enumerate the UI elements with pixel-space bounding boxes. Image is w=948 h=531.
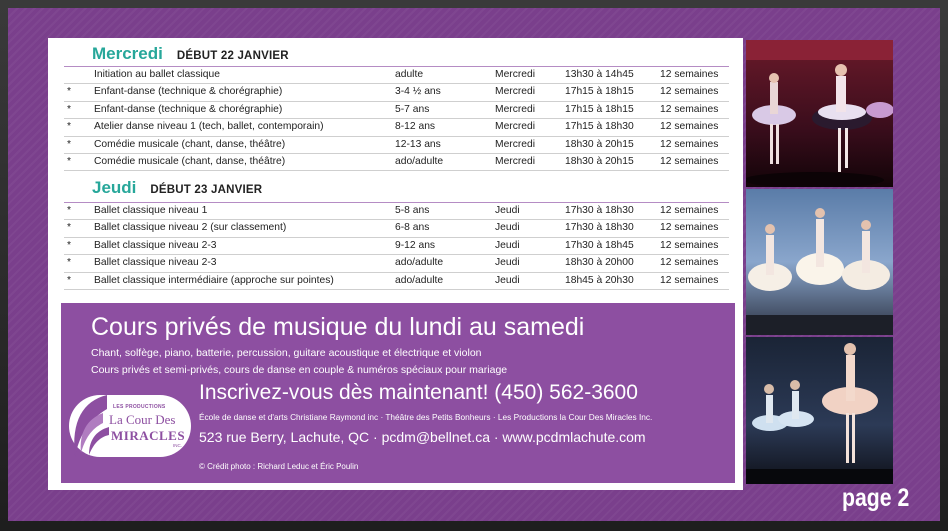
session-duration: 12 semaines [660,86,719,98]
course-name: Ballet classique niveau 1 [94,205,208,216]
course-row [64,119,729,136]
session-duration: 12 semaines [660,222,719,234]
session-duration: 12 semaines [660,103,719,115]
age-group: ado/adulte [395,257,444,269]
row-marker: * [67,239,72,251]
weekday: Jeudi [495,274,520,286]
row-marker: * [67,103,72,115]
row-marker: * [67,155,72,167]
course-row [64,202,729,220]
session-duration: 12 semaines [660,239,719,251]
class-hours: 18h30 à 20h15 [565,138,634,150]
course-row [64,255,729,272]
logo-small-text: LES PRODUCTIONS [113,404,166,410]
schedule-sheet [48,38,743,490]
course-row [64,238,729,255]
class-hours: 17h30 à 18h30 [565,222,634,234]
session-duration: 12 semaines [660,121,719,133]
course-name: Comédie musicale (chant, danse, théâtre) [94,155,286,167]
contact-line: 523 rue Berry, Lachute, QC · pcdm@bellnet.ca · www.pcdmlachute.com [199,429,646,445]
course-name: Ballet classique intermédiaire (approche sur pointes) [94,274,334,286]
course-name: Initiation au ballet classique [94,69,220,80]
wednesday-course-table [64,66,729,171]
age-group: 5-8 ans [395,205,430,216]
session-duration: 12 semaines [660,205,719,216]
course-name: Ballet classique niveau 2-3 [94,257,217,269]
weekday: Jeudi [495,239,520,251]
weekday: Jeudi [495,222,520,234]
ballet-photo-2 [746,189,893,335]
wings-icon [63,387,113,465]
class-hours: 17h15 à 18h15 [565,103,634,115]
row-marker: * [67,274,72,286]
age-group: ado/adulte [395,155,444,167]
age-group: 5-7 ans [395,103,430,115]
class-hours: 17h15 à 18h15 [565,86,634,98]
course-row [64,84,729,101]
weekday: Mercredi [495,86,536,98]
weekday: Jeudi [495,205,520,216]
weekday: Mercredi [495,103,536,115]
weekday: Mercredi [495,155,536,167]
class-hours: 17h30 à 18h30 [565,205,634,216]
organizations-line: École de danse et d'arts Christiane Raymond inc · Théâtre des Petits Bonheurs · Les Productions la Cour Des Miracles Inc. [199,412,653,422]
logo-line-1: La Cour Des [109,412,176,427]
age-group: 3-4 ½ ans [395,86,441,98]
class-hours: 18h45 à 20h30 [565,274,634,286]
class-hours: 17h15 à 18h30 [565,121,634,133]
session-duration: 12 semaines [660,155,719,167]
course-row [64,220,729,237]
ballet-photo-3 [746,337,893,484]
class-hours: 18h30 à 20h00 [565,257,634,269]
class-hours: 17h30 à 18h45 [565,239,634,251]
session-duration: 12 semaines [660,69,719,80]
promo-instruments: Chant, solfège, piano, batterie, percussion, guitare acoustique et électrique et violon [91,347,482,359]
weekday: Mercredi [495,69,536,80]
row-marker: * [67,86,72,98]
row-marker: * [67,138,72,150]
weekday: Mercredi [495,121,536,133]
age-group: adulte [395,69,424,80]
logo-inc: INC. [173,443,182,448]
row-marker: * [67,222,72,234]
photo-credit: © Crédit photo : Richard Leduc et Éric Poulin [199,462,359,471]
course-name: Ballet classique niveau 2-3 [94,239,217,251]
course-name: Enfant-danse (technique & chorégraphie) [94,103,283,115]
course-row [64,137,729,154]
promo-panel [61,303,735,483]
course-row [64,154,729,171]
row-marker: * [67,121,72,133]
age-group: 12-13 ans [395,138,441,150]
register-call-to-action: Inscrivez-vous dès maintenant! (450) 562-3600 [199,381,638,404]
class-hours: 13h30 à 14h45 [565,69,634,80]
wednesday-header [92,44,289,64]
ballet-photo-1 [746,40,893,187]
course-row [64,273,729,290]
course-name: Enfant-danse (technique & chorégraphie) [94,86,283,98]
wednesday-day-title: Mercredi [92,44,163,63]
age-group: 9-12 ans [395,239,436,251]
row-marker: * [67,257,72,269]
course-name: Comédie musicale (chant, danse, théâtre) [94,138,286,150]
page-number-label: page 2 [842,484,910,512]
promo-private-lessons: Cours privés et semi-privés, cours de danse en couple & numéros spéciaux pour mariage [91,364,508,376]
cour-des-miracles-logo [69,395,191,457]
age-group: 6-8 ans [395,222,430,234]
row-marker: * [67,205,72,216]
class-hours: 18h30 à 20h15 [565,155,634,167]
course-name: Ballet classique niveau 2 (sur classement) [94,222,287,234]
thursday-header [92,178,262,198]
thursday-day-title: Jeudi [92,178,137,197]
session-duration: 12 semaines [660,138,719,150]
weekday: Jeudi [495,257,520,269]
age-group: 8-12 ans [395,121,436,133]
thursday-start-date: DÉBUT 23 JANVIER [150,184,263,196]
course-row [64,102,729,119]
course-row [64,66,729,84]
course-name: Atelier danse niveau 1 (tech, ballet, contemporain) [94,121,324,133]
wednesday-start-date: DÉBUT 22 JANVIER [176,50,289,62]
logo-line-2: MIRACLES [111,428,186,443]
weekday: Mercredi [495,138,536,150]
thursday-course-table [64,202,729,290]
session-duration: 12 semaines [660,274,719,286]
promo-title: Cours privés de musique du lundi au samedi [91,313,585,341]
session-duration: 12 semaines [660,257,719,269]
age-group: ado/adulte [395,274,444,286]
